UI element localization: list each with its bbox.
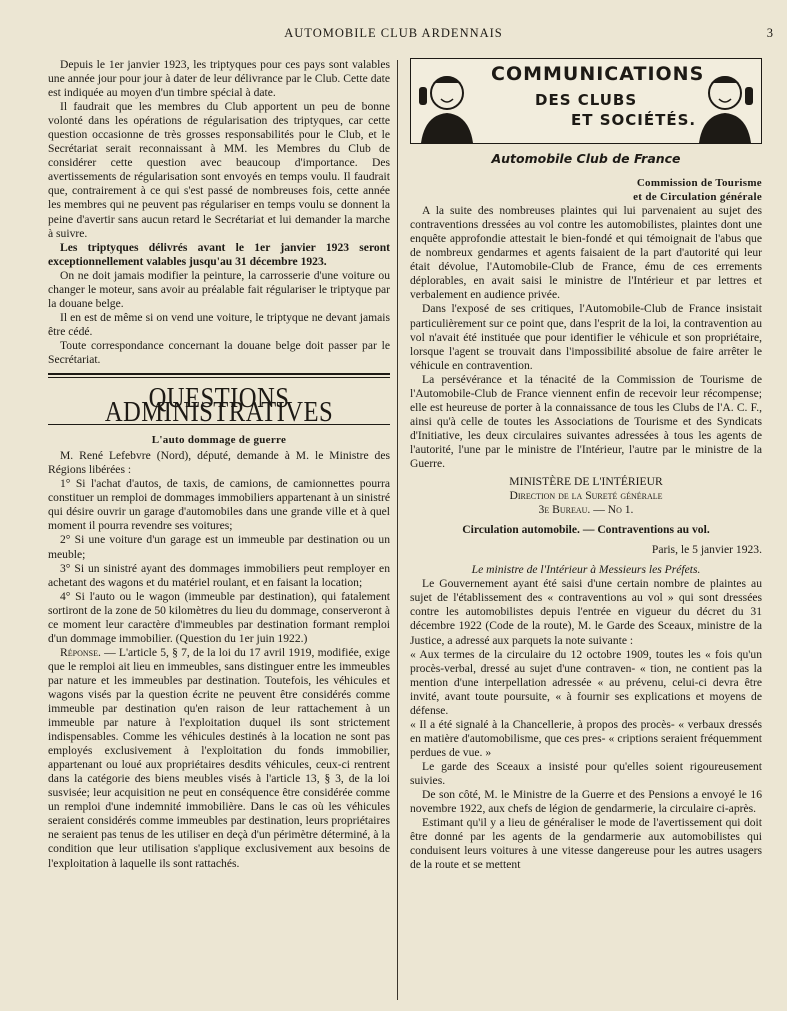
page-number: 3	[766, 26, 773, 40]
list-item: 2° Si une voiture d'un garage est un immeuble par destination ou un meuble;	[48, 533, 390, 561]
paragraph: Le Gouvernement ayant été saisi d'une certain nombre de plaintes au sujet de l'établissement des « contraventions au vol » qui sont dressées contre les automobilistes depuis l'entrée en vigueur du décret du 31 décembre 1922 (Code de la route), M. le Garde des Sceaux, ministre de la Justice, a adressé aux parquets la note suivante :	[410, 577, 762, 647]
circular-title: Circulation automobile. — Contraventions au vol.	[462, 523, 710, 537]
direction-heading: Direction de la Sureté générale	[509, 489, 663, 503]
paragraph: M. René Lefebvre (Nord), député, demande à M. le Ministre des Régions libérées :	[48, 449, 390, 477]
list-item: 4° Si l'auto ou le wagon (immeuble par destination), qui fatalement sortiront de la zone de 50 kilomètres du lieu du dommage, conserveront à ce moment leur caractère d'immeubles par destination formant remploi d'un dommage immobilier. (Question du 1er juin 1922.)	[48, 589, 390, 645]
banner-line-2: DES CLUBS	[535, 91, 638, 109]
quoted-paragraph: « Il a été signalé à la Chancellerie, à propos des procès- « verbaux dressés en matière d'automobilisme, que ces pres- « criptions seraient fréquemment perdues de vue. »	[410, 717, 762, 759]
list-item: 3° Si un sinistré ayant des dommages immobiliers peut remployer en achetant des wagons et du matériel roulant, et en faisant la location;	[48, 561, 390, 589]
reply-text: — L'article 5, § 7, de la loi du 17 avril 1919, modifiée, exige que le remploi ait lieu en immeubles, sans distinguer entre les immeubles par nature et les immeubles par destination. Toutefois, les véhicules et wagons visés par la question écrite ne peuvent être considérés comme immeuble par destination qu'en raison de leur rattachement à un immeuble par nature à l'exploitation duquel ils sont strictement indispensables. Comme les véhicules destinés à la location ne sont pas employés exclusivement à l'exploitation du fonds immobilier, appartenant ou loué aux propriétaires desdits véhicules, ceux-ci rentrent dans la catégorie des biens meubles visés à l'article 13, § 3, de la loi susvisée; leur acquisition ne peut en conséquence être considérée comme un remploi d'une indemnité immobilière. Dans le cas où les véhicules seraient considérés comme immeubles par destination, leurs propriétaires ne seraient pas tenus de les utiliser en deçà d'un périmètre déterminé, à la condition que leur utilisation s'applique exclusivement aux besoins de l'exploitation à laquelle ils sont rattachés.	[48, 645, 390, 870]
quoted-paragraph: « Aux termes de la circulaire du 12 octobre 1909, toutes les « fois qu'un procès-verbal, dressé au sujet d'une contraven- « tion, ne contient pas la mention d'une interpellation adressée « au prévenu, celui-ci devra être invité, avant toute poursuite, « à fournir ses explications et moyens de défense.	[410, 647, 762, 717]
paragraph: Estimant qu'il y a lieu de généraliser le mode de l'avertissement qui doit être donné par les agents de la gendarmerie aux automobilistes qui conduisent leurs voitures à une vitesse dangereuse pour les autres usagers de la route et se mettent	[410, 816, 762, 872]
banner-line-3: ET SOCIÉTÉS.	[571, 111, 697, 129]
paragraph: Le garde des Sceaux a insisté pour qu'elles soient rigoureusement suivies.	[410, 759, 762, 787]
circular-addressee: Le ministre de l'Intérieur à Messieurs les Préfets.	[471, 563, 701, 577]
reply-label: Réponse.	[60, 645, 101, 659]
paragraph: Il en est de même si on vend une voiture, le triptyque ne devant jamais être cédé.	[48, 310, 390, 338]
paragraph: Il faudrait que les membres du Club apportent un peu de bonne volonté dans les opérations de régularisation des triptyques, car cette question occasionne de très grosses responsabilités pour le Club, et le Secrétariat serait reconnaissant à MM. les Membres du Club de considérer cette question avec beaucoup d'importance. Des avertissements de régularisation sont envoyés en temps voulu. Il faudrait que, contrairement à ce qui s'est passé de nombreuses fois, cette année les membres qui ne peuvent pas régulariser en temps voulu se donnent la peine d'avertir sans aucun retard le Secrétariat et lui demander la marche à suivre.	[48, 100, 390, 240]
column-divider	[397, 60, 398, 1000]
running-head: AUTOMOBILE CLUB ARDENNAIS	[284, 26, 503, 40]
paragraph	[48, 646, 390, 871]
commission-heading-1: Commission de Tourisme	[636, 177, 762, 190]
circular-date: Paris, le 5 janvier 1923.	[651, 543, 762, 557]
right-column	[410, 58, 762, 872]
paragraph: De son côté, M. le Ministre de la Guerre et des Pensions a envoyé le 16 novembre 1922, aux chefs de légion de gendarmerie, la circulaire ci-après.	[410, 788, 762, 816]
paragraph: On ne doit jamais modifier la peinture, la carrosserie d'une voiture ou changer le moteur, sans avoir au préalable fait régulariser le triptyque par la douane belge.	[48, 268, 390, 310]
list-item: 1° Si l'achat d'autos, de taxis, de camions, de camionnettes pourra constituer un remploi de dommages immobiliers appartenant à un sinistré qui désire ouvrir un garage d'automobiles dans une grande ville et à quel moment il pourra revendre ses voitures;	[48, 477, 390, 533]
paragraph: Dans l'exposé de ses critiques, l'Automobile-Club de France insistait particulièrement sur ce point que, dans l'esprit de la loi, la contravention au vol n'avait été instituée que pour identifier le véhicule et son propriétaire, lorsque l'agent se trouvait dans l'impossibilité absolue de faire arrêter le véhicule en contravention.	[410, 302, 762, 372]
paragraph: A la suite des nombreuses plaintes qui lui parvenaient au sujet des contraventions dressées au vol contre les automobilistes, plaintes dont une enquête approfondie attestait le bien-fondé et qui témoignait de l'abus que de nombreux gendarmes et agents faisaient de la part d'autorité qui leur était dévolue, l'Automobile-Club de France, ému de ces errements déplorables, en avait saisi le ministre de l'Intérieur et par lettres et verbalement en audience privée.	[410, 204, 762, 302]
banner-line-1: COMMUNICATIONS	[491, 63, 705, 85]
article-subhead: L'auto dommage de guerre	[151, 434, 287, 447]
communications-banner	[410, 58, 762, 144]
section-rule	[48, 373, 390, 378]
bold-paragraph: Les triptyques délivrés avant le 1er janvier 1923 seront exceptionnellement valables jusqu'au 31 décembre 1923.	[48, 240, 390, 268]
section-title: QUESTIONS ADMINISTRATIVES	[104, 383, 334, 429]
commission-heading-2: et de Circulation générale	[633, 191, 762, 204]
bureau-heading: 3e Bureau. — No 1.	[538, 503, 634, 517]
telephone-man-left-icon	[411, 59, 481, 143]
paragraph: La persévérance et la ténacité de la Commission de Tourisme de l'Automobile-Club de France viennent enfin de recevoir leur récompense; elle est heureuse de porter à la connaissance de tous les Clubs de l'A. C. F., ainsi qu'à celle de toutes les Associations de Tourisme et des Syndicats d'Initiative, les deux circulaires suivantes adressées à tous les agents de l'autorité, l'une par le ministre de l'Intérieur, l'autre par le ministre de la Guerre.	[410, 372, 762, 470]
left-column	[48, 58, 390, 871]
club-heading: Automobile Club de France	[491, 151, 681, 166]
paragraph: Depuis le 1er janvier 1923, les triptyques pour ces pays sont valables une année jour pour jour à dater de leur délivrance par le Club. Cette date est indiquée au moyen d'un timbre spécial à date.	[48, 58, 390, 100]
paragraph: Toute correspondance concernant la douane belge doit passer par le Secrétariat.	[48, 338, 390, 366]
ministry-heading: MINISTÈRE DE L'INTÉRIEUR	[509, 475, 663, 489]
